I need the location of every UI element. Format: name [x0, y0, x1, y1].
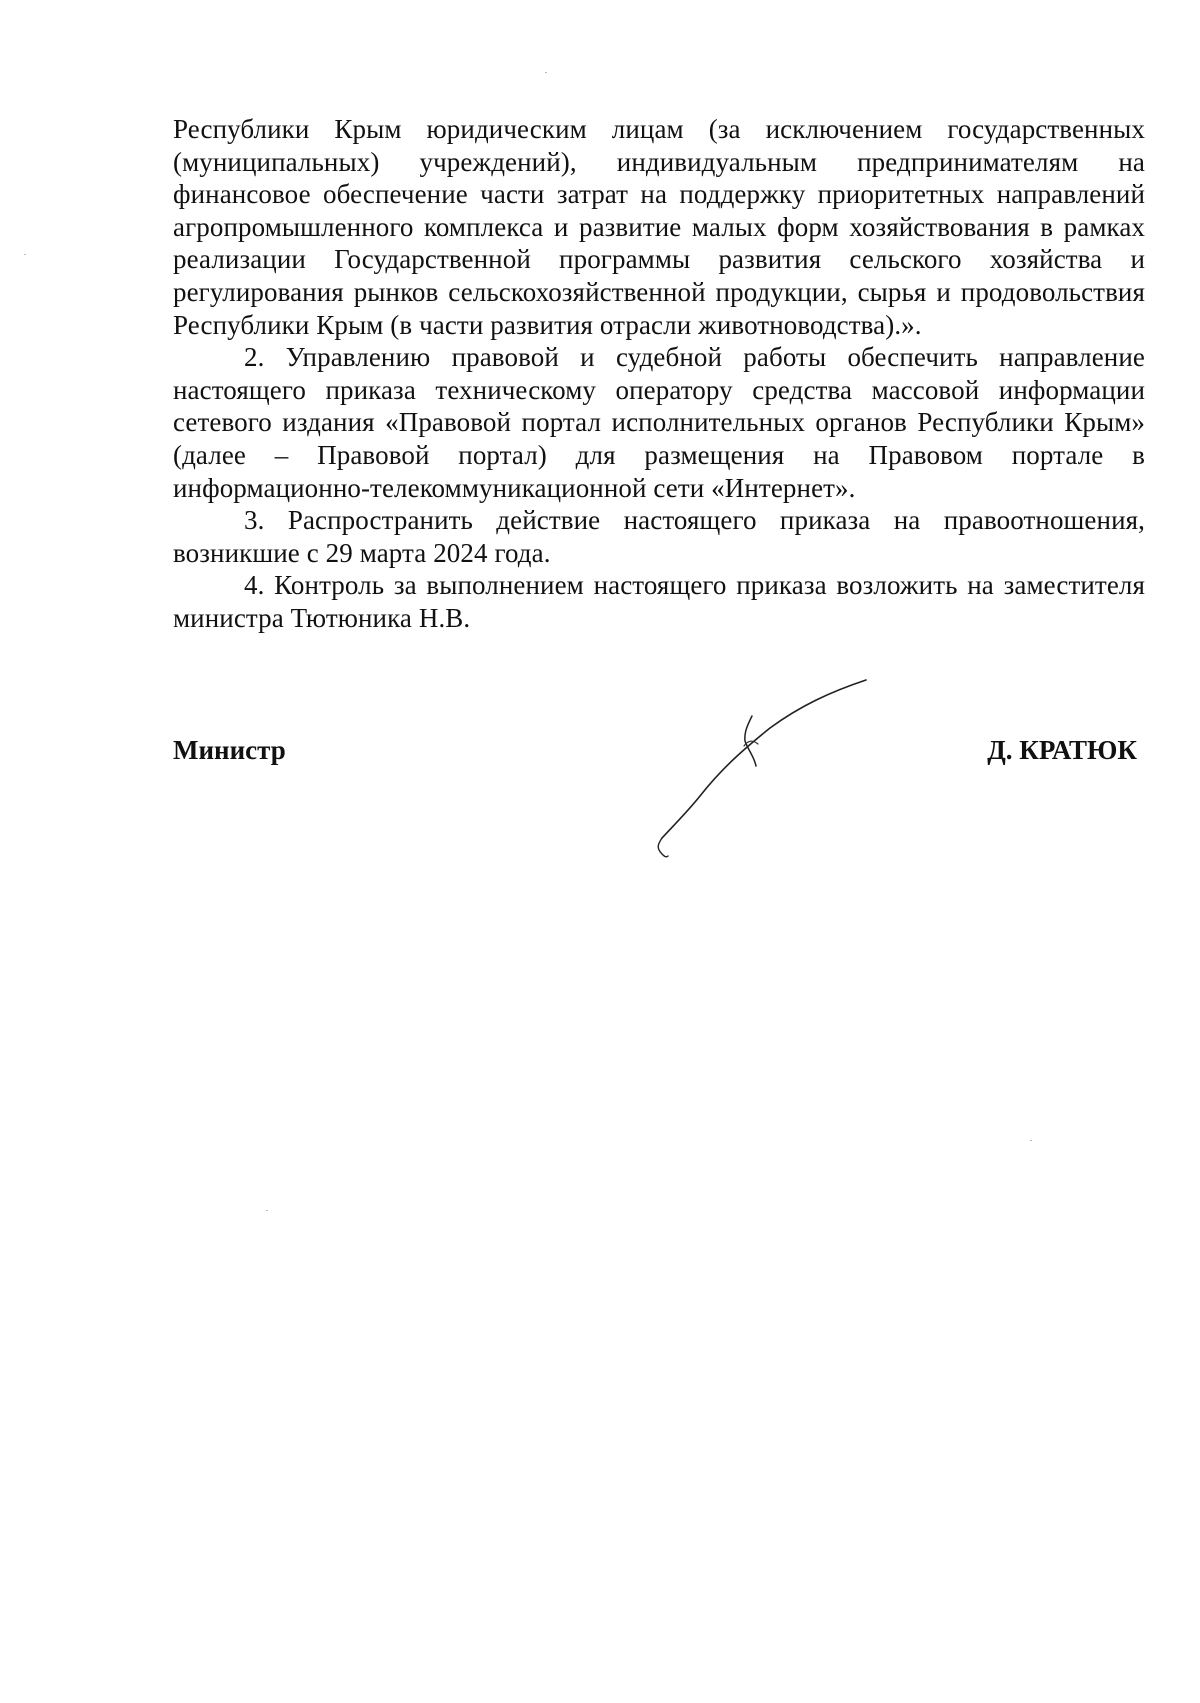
document-body	[173, 113, 1145, 635]
scan-speck	[545, 72, 547, 73]
signatory-name: Д. КРАТЮК	[987, 735, 1137, 765]
scan-speck	[1030, 1140, 1032, 1141]
signatory-title: Министр	[173, 735, 286, 765]
paragraph-item-4: 4. Контроль за выполнением настоящего приказа возложить на заместителя министра Тютюника Н.В.	[173, 570, 1145, 633]
paragraph-continuation: Республики Крым юридическим лицам (за исключением государственных (муниципальных) учреждений), индивидуальным предпринимателям на финансовое обеспечение части затрат на поддержку приоритетных направлений агропромышленного комплекса и развитие малых форм хозяйствования в рамках реализации Государственной программы развития сельского хозяйства и регулирования рынков сельскохозяйственной продукции, сырья и продовольствия Республики Крым (в части развития отрасли животноводства).».	[173, 114, 1145, 340]
signature-block	[173, 735, 1145, 775]
scan-speck	[266, 1210, 268, 1211]
paragraph-item-3: 3. Распространить действие настоящего приказа на правоотношения, возникшие с 29 марта 2024 года.	[173, 505, 1145, 568]
paragraph-item-2: 2. Управлению правовой и судебной работы обеспечить направление настоящего приказа техническому оператору средства массовой информации сетевого издания «Правовой портал исполнительных органов Республики Крым» (далее – Правовой портал) для размещения на Правовом портале в информационно-телекоммуникационной сети «Интернет».	[173, 342, 1145, 503]
scan-speck	[24, 254, 26, 255]
